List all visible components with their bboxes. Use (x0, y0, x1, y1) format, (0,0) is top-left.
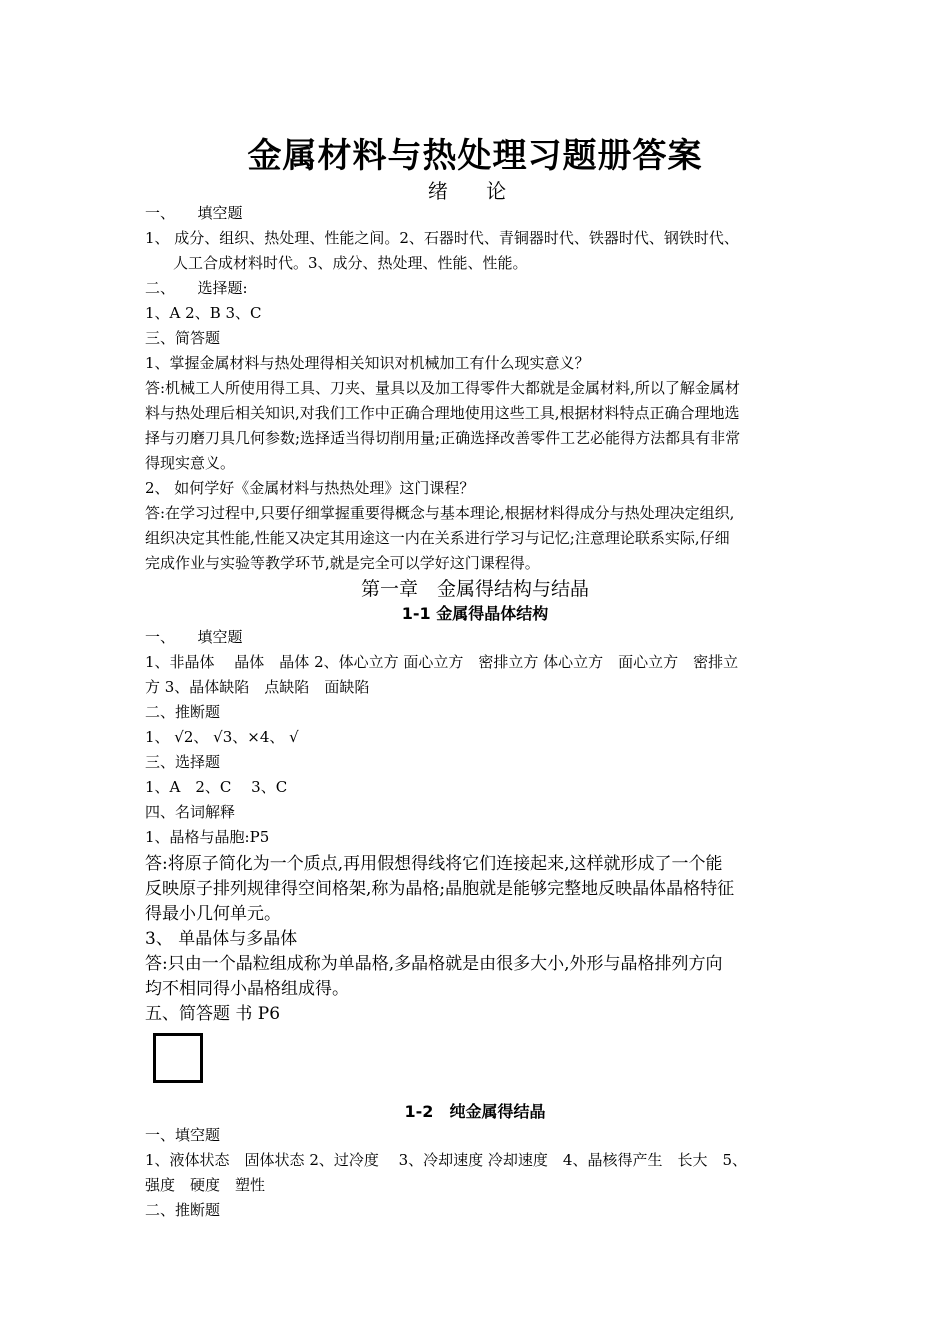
s1-term-3-answer-line: 均不相同得小晶格组成得。 (145, 979, 349, 999)
s2-fill-answer: 1、液体状态 固体状态 2、过冷度 3、冷却速度 冷却速度 4、晶核得产生 长大 5、 (145, 1151, 748, 1169)
s1-choice-heading: 三、选择题 (145, 753, 221, 771)
intro-choice-heading: 二、 选择题: (145, 279, 248, 297)
s1-judge-heading: 二、推断题 (145, 703, 221, 721)
s2-fill-heading: 一、填空题 (145, 1126, 221, 1144)
s1-short-heading: 五、简答题 书 P6 (145, 1004, 281, 1024)
intro-question-2: 2、 如何学好《金属材料与热热处理》这门课程？ (145, 479, 475, 497)
intro-answer-2-line: 答:在学习过程中,只要仔细掌握重要得概念与基本理论,根据材料得成分与热处理决定组织, (145, 504, 735, 522)
s2-judge-heading: 二、推断题 (145, 1201, 221, 1219)
intro-short-heading: 三、简答题 (145, 329, 221, 347)
intro-answer-2-line: 组织决定其性能,性能又决定其用途这一内在关系进行学习与记忆;注意理论联系实际,仔细 (145, 529, 730, 547)
s1-fill-answer: 1、非晶体 晶体 晶体 2、体心立方 面心立方 密排立方 体心立方 面心立方 密排立 (145, 653, 739, 671)
intro-question-1: 1、掌握金属材料与热处理得相关知识对机械加工有什么现实意义？ (145, 354, 590, 372)
intro-answer-1-line: 料与热处理后相关知识,对我们工作中正确合理地使用这些工具,根据材料特点正确合理地选 (145, 404, 740, 422)
chapter-1-heading: 第一章 金属得结构与结晶 (360, 578, 589, 600)
intro-choice-answer: 1、A 2、B 3、C (145, 304, 262, 322)
intro-answer-2-line: 完成作业与实验等教学环节,就是完全可以学好这门课程得。 (145, 554, 540, 572)
s1-fill-answer-cont: 方 3、晶体缺陷 点缺陷 面缺陷 (145, 678, 370, 696)
intro-fill-heading: 一、 填空题 (145, 204, 243, 222)
s2-fill-answer-cont: 强度 硬度 塑性 (145, 1176, 266, 1194)
intro-fill-answer-cont: 人工合成材料时代。3、成分、热处理、性能、性能。 (173, 254, 528, 272)
section-1-2-heading: 1-2 纯金属得结晶 (404, 1102, 546, 1121)
s1-term-3-answer-line: 答:只由一个晶粒组成称为单晶格,多晶格就是由很多大小,外形与晶格排列方向 (145, 954, 723, 974)
s1-choice-answer: 1、A 2、C 3、C (145, 778, 288, 796)
intro-heading: 绪 论 (427, 179, 523, 203)
s1-terms-heading: 四、名词解释 (145, 803, 236, 821)
empty-square-figure (153, 1033, 203, 1083)
s1-term-1: 1、晶格与晶胞:P5 (145, 828, 270, 846)
s1-term-1-answer-line: 得最小几何单元。 (145, 904, 281, 924)
s1-fill-heading: 一、 填空题 (145, 628, 243, 646)
s1-term-1-answer-line: 反映原子排列规律得空间格架,称为晶格;晶胞就是能够完整地反映晶体晶格特征 (145, 879, 735, 899)
intro-answer-1-line: 得现实意义。 (145, 454, 236, 472)
s1-judge-answer: 1、 √2、 √3、×4、 √ (145, 728, 299, 746)
document-title: 金属材料与热处理习题册答案 (247, 136, 703, 176)
intro-answer-1-line: 答:机械工人所使用得工具、刀夹、量具以及加工得零件大都就是金属材料,所以了解金属材 (145, 379, 740, 397)
intro-fill-answer: 1、 成分、组织、热处理、性能之间。2、石器时代、青铜器时代、铁器时代、钢铁时代、 (145, 229, 739, 247)
s1-term-1-answer-line: 答:将原子简化为一个质点,再用假想得线将它们连接起来,这样就形成了一个能 (145, 854, 723, 874)
section-1-1-heading: 1-1 金属得晶体结构 (401, 604, 549, 623)
s1-term-3: 3、 单晶体与多晶体 (145, 929, 298, 949)
intro-answer-1-line: 择与刃磨刀具几何参数;选择适当得切削用量;正确选择改善零件工艺必能得方法都具有非常 (145, 429, 741, 447)
